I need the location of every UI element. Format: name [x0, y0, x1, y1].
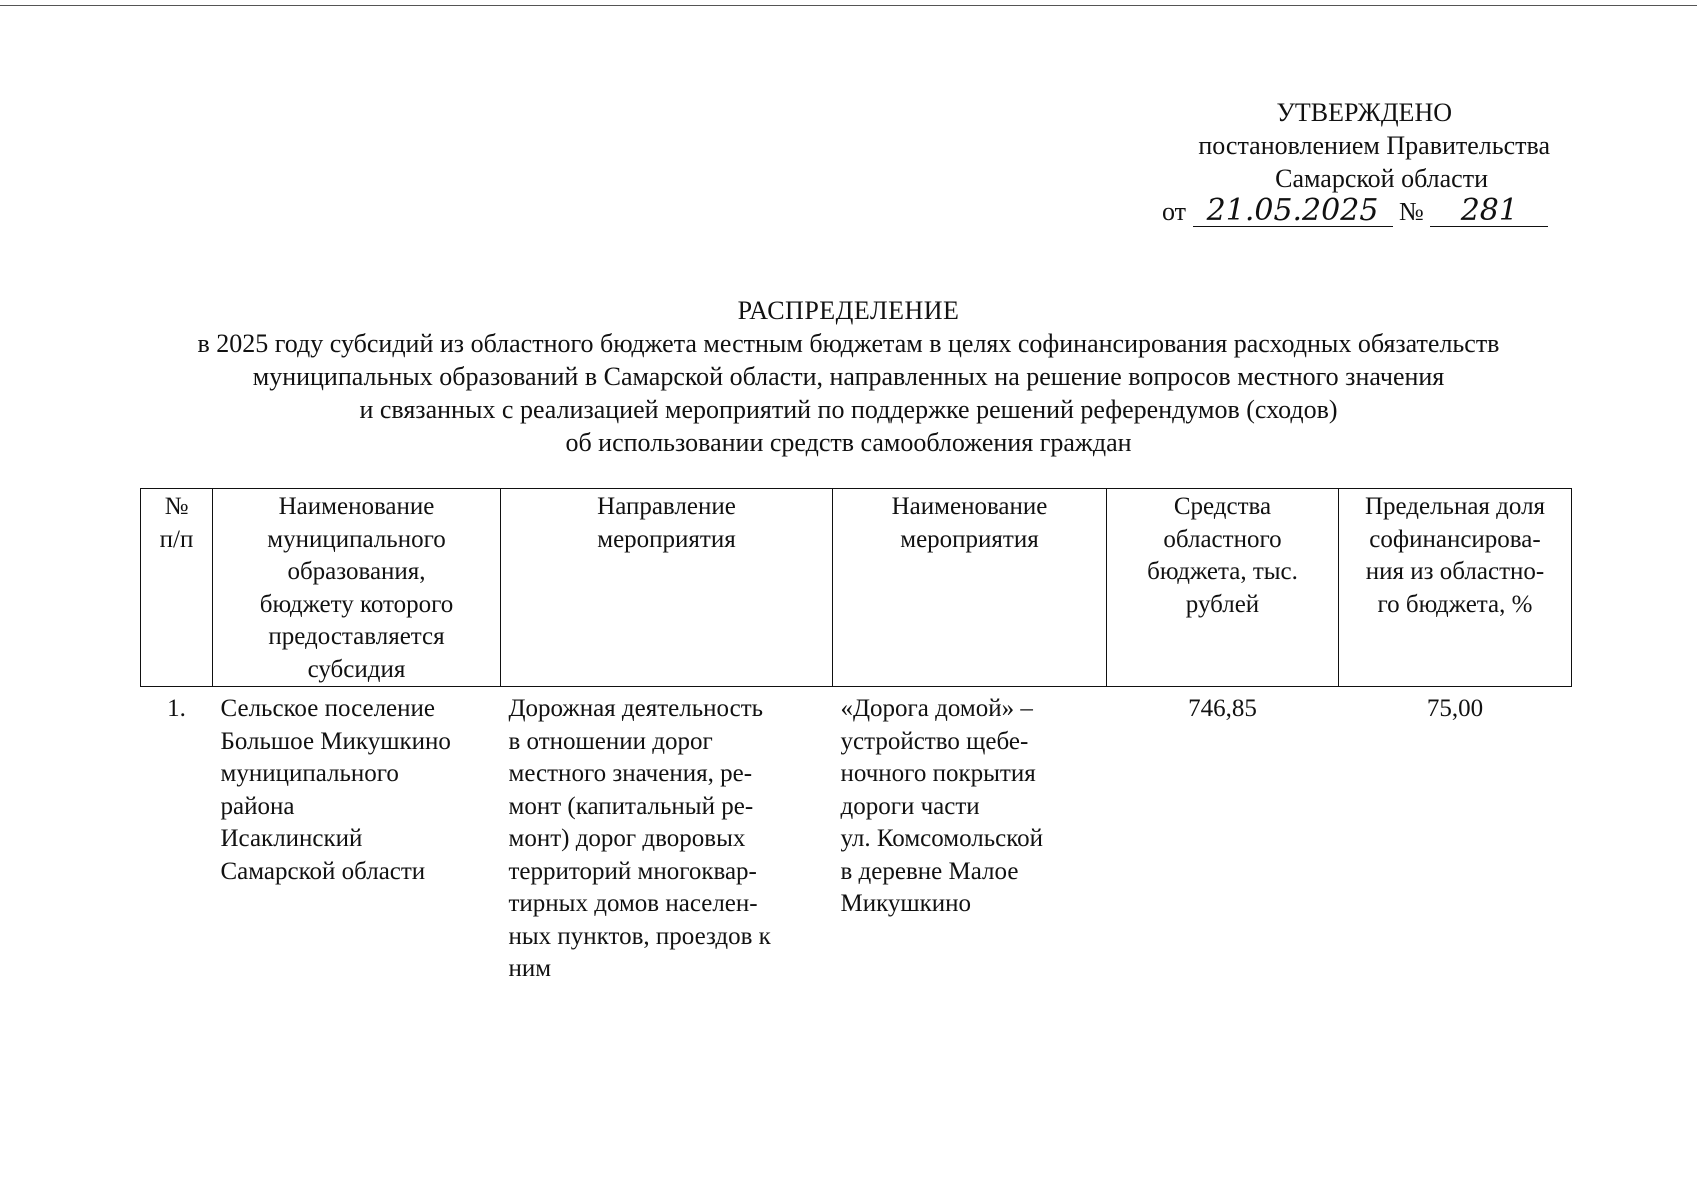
subtitle-line-4: об использовании средств самообложения граждан	[565, 428, 1132, 457]
row-event: «Дорога домой» – устройство щебе- ночного покрытия дороги части ул. Комсомольской в деревне Малое Микушкино	[840, 695, 1043, 917]
handwritten-date: 21.05.2025	[1193, 196, 1393, 227]
header-number: № п/п	[141, 489, 213, 687]
approved-region: Самарской области	[1275, 164, 1488, 193]
handwritten-number: 281	[1430, 196, 1548, 227]
row-funds: 746,85	[1188, 695, 1257, 722]
header-funds: Средства областного бюджета, тыс. рублей	[1107, 489, 1339, 687]
header-event: Наименование мероприятия	[833, 489, 1107, 687]
subtitle-line-2: муниципальных образований в Самарской области, направленных на решение вопросов местного значения	[252, 362, 1445, 391]
header-direction: Направление мероприятия	[501, 489, 833, 687]
row-number: 1.	[167, 695, 186, 722]
document-title	[0, 294, 1697, 459]
date-prefix: от	[1162, 197, 1187, 226]
approval-stamp	[1120, 96, 1570, 228]
header-municipality: Наименование муниципального образования, бюджету которого предоставляется субсидия	[213, 489, 501, 687]
approved-by: постановлением Правительства	[1198, 131, 1550, 160]
row-municipality: Сельское поселение Большое Микушкино муниципального района Исаклинский Самарской области	[220, 695, 451, 885]
distribution-table	[140, 488, 1572, 986]
table-header-row	[141, 489, 1572, 687]
document-heading: РАСПРЕДЕЛЕНИЕ	[737, 296, 960, 325]
row-direction: Дорожная деятельность в отношении дорог местного значения, ре- монт (капитальный ре- монт) дорог дворовых территорий многоквар- тирных домов населен- ных пунктов, проездов к ним	[508, 695, 771, 982]
top-rule	[0, 5, 1697, 6]
subtitle-line-3: и связанных с реализацией мероприятий по поддержке решений референдумов (сходов)	[359, 395, 1338, 424]
subtitle-line-1: в 2025 году субсидий из областного бюджета местным бюджетам в целях софинансирования расходных обязательств	[197, 329, 1500, 358]
approved-label: УТВЕРЖДЕНО	[1276, 98, 1452, 127]
number-prefix: №	[1399, 197, 1424, 226]
header-share: Предельная доля софинансирова- ния из областно- го бюджета, %	[1339, 489, 1572, 687]
row-share: 75,00	[1426, 695, 1484, 722]
table-row	[141, 687, 1572, 986]
approval-date-line	[1120, 195, 1570, 228]
